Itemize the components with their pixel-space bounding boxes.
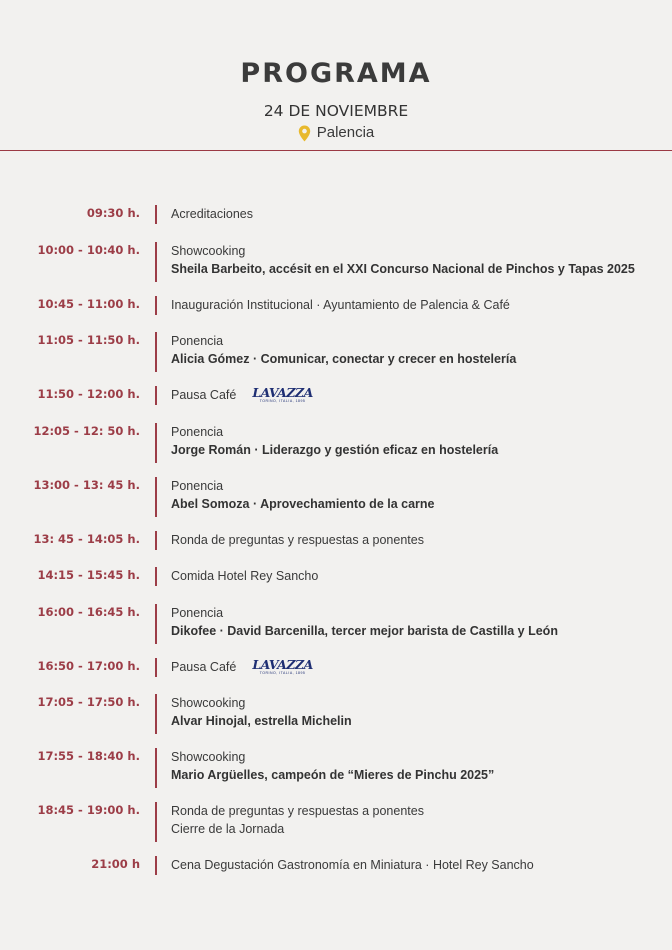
header-divider bbox=[0, 150, 672, 151]
agenda-divider bbox=[155, 386, 157, 405]
agenda-divider bbox=[155, 242, 157, 282]
agenda-time: 13:00 - 13: 45 h. bbox=[33, 478, 140, 492]
agenda-title: Ponencia bbox=[171, 334, 224, 348]
agenda-time: 21:00 h bbox=[91, 857, 140, 871]
location-label: Palencia bbox=[316, 124, 375, 141]
agenda-detail: Cierre de la Jornada bbox=[171, 822, 285, 836]
map-pin-icon bbox=[298, 125, 311, 142]
agenda-title: Inauguración Institucional · Ayuntamiento de Palencia & Café bbox=[171, 298, 510, 312]
agenda-divider bbox=[155, 332, 157, 372]
lavazza-logo: LAVAZZA TORINO, ITALIA, 1895 bbox=[252, 384, 313, 403]
page-title: PROGRAMA bbox=[240, 58, 432, 89]
agenda-title: Ponencia bbox=[171, 479, 224, 493]
agenda-title: Showcooking bbox=[171, 696, 246, 710]
event-location bbox=[0, 123, 672, 143]
agenda-title: Pausa Café bbox=[171, 660, 237, 674]
agenda-divider bbox=[155, 205, 157, 224]
agenda-divider bbox=[155, 658, 157, 677]
agenda-divider bbox=[155, 296, 157, 315]
agenda-title: Cena Degustación Gastronomía en Miniatura · Hotel Rey Sancho bbox=[171, 858, 534, 872]
agenda-time: 18:45 - 19:00 h. bbox=[37, 803, 140, 817]
agenda-divider bbox=[155, 802, 157, 842]
agenda-title: Ponencia bbox=[171, 425, 224, 439]
agenda-divider bbox=[155, 567, 157, 586]
agenda-detail: Alvar Hinojal, estrella Michelin bbox=[171, 714, 352, 728]
agenda-title: Ronda de preguntas y respuestas a ponentes bbox=[171, 533, 424, 547]
agenda-detail: Alicia Gómez · Comunicar, conectar y crecer en hostelería bbox=[171, 352, 517, 366]
agenda-title: Acreditaciones bbox=[171, 207, 253, 221]
agenda-title: Comida Hotel Rey Sancho bbox=[171, 569, 319, 583]
agenda-time: 11:05 - 11:50 h. bbox=[37, 333, 140, 347]
agenda-divider bbox=[155, 694, 157, 734]
agenda-time: 17:55 - 18:40 h. bbox=[37, 749, 140, 763]
agenda-title: Ronda de preguntas y respuestas a ponentes bbox=[171, 804, 424, 818]
agenda-time: 12:05 - 12: 50 h. bbox=[33, 424, 140, 438]
agenda-title: Showcooking bbox=[171, 244, 246, 258]
lavazza-logo: LAVAZZA TORINO, ITALIA, 1895 bbox=[252, 656, 313, 675]
event-date: 24 DE NOVIEMBRE bbox=[263, 102, 409, 120]
agenda-time: 11:50 - 12:00 h. bbox=[37, 387, 140, 401]
agenda-time: 16:00 - 16:45 h. bbox=[37, 605, 140, 619]
agenda-time: 13: 45 - 14:05 h. bbox=[33, 532, 140, 546]
agenda-divider bbox=[155, 477, 157, 517]
agenda-divider bbox=[155, 748, 157, 788]
agenda-time: 09:30 h. bbox=[86, 206, 140, 220]
agenda-time: 17:05 - 17:50 h. bbox=[37, 695, 140, 709]
agenda-time: 16:50 - 17:00 h. bbox=[37, 659, 140, 673]
agenda-detail: Sheila Barbeito, accésit en el XXI Concurso Nacional de Pinchos y Tapas 2025 bbox=[171, 262, 635, 276]
agenda-detail: Mario Argüelles, campeón de “Mieres de Pinchu 2025” bbox=[171, 768, 495, 782]
agenda-divider bbox=[155, 423, 157, 463]
agenda-divider bbox=[155, 531, 157, 550]
agenda-title: Showcooking bbox=[171, 750, 246, 764]
agenda-time: 10:00 - 10:40 h. bbox=[37, 243, 140, 257]
agenda-title: Pausa Café bbox=[171, 388, 237, 402]
agenda-divider bbox=[155, 604, 157, 644]
agenda-time: 14:15 - 15:45 h. bbox=[37, 568, 140, 582]
program-header bbox=[0, 0, 672, 143]
agenda-detail: Abel Somoza · Aprovechamiento de la carne bbox=[171, 497, 435, 511]
agenda-detail: Jorge Román · Liderazgo y gestión eficaz en hostelería bbox=[171, 443, 499, 457]
agenda-title: Ponencia bbox=[171, 606, 224, 620]
agenda-time: 10:45 - 11:00 h. bbox=[37, 297, 140, 311]
agenda-divider bbox=[155, 856, 157, 875]
agenda-detail: Dikofee · David Barcenilla, tercer mejor barista de Castilla y León bbox=[171, 624, 558, 638]
